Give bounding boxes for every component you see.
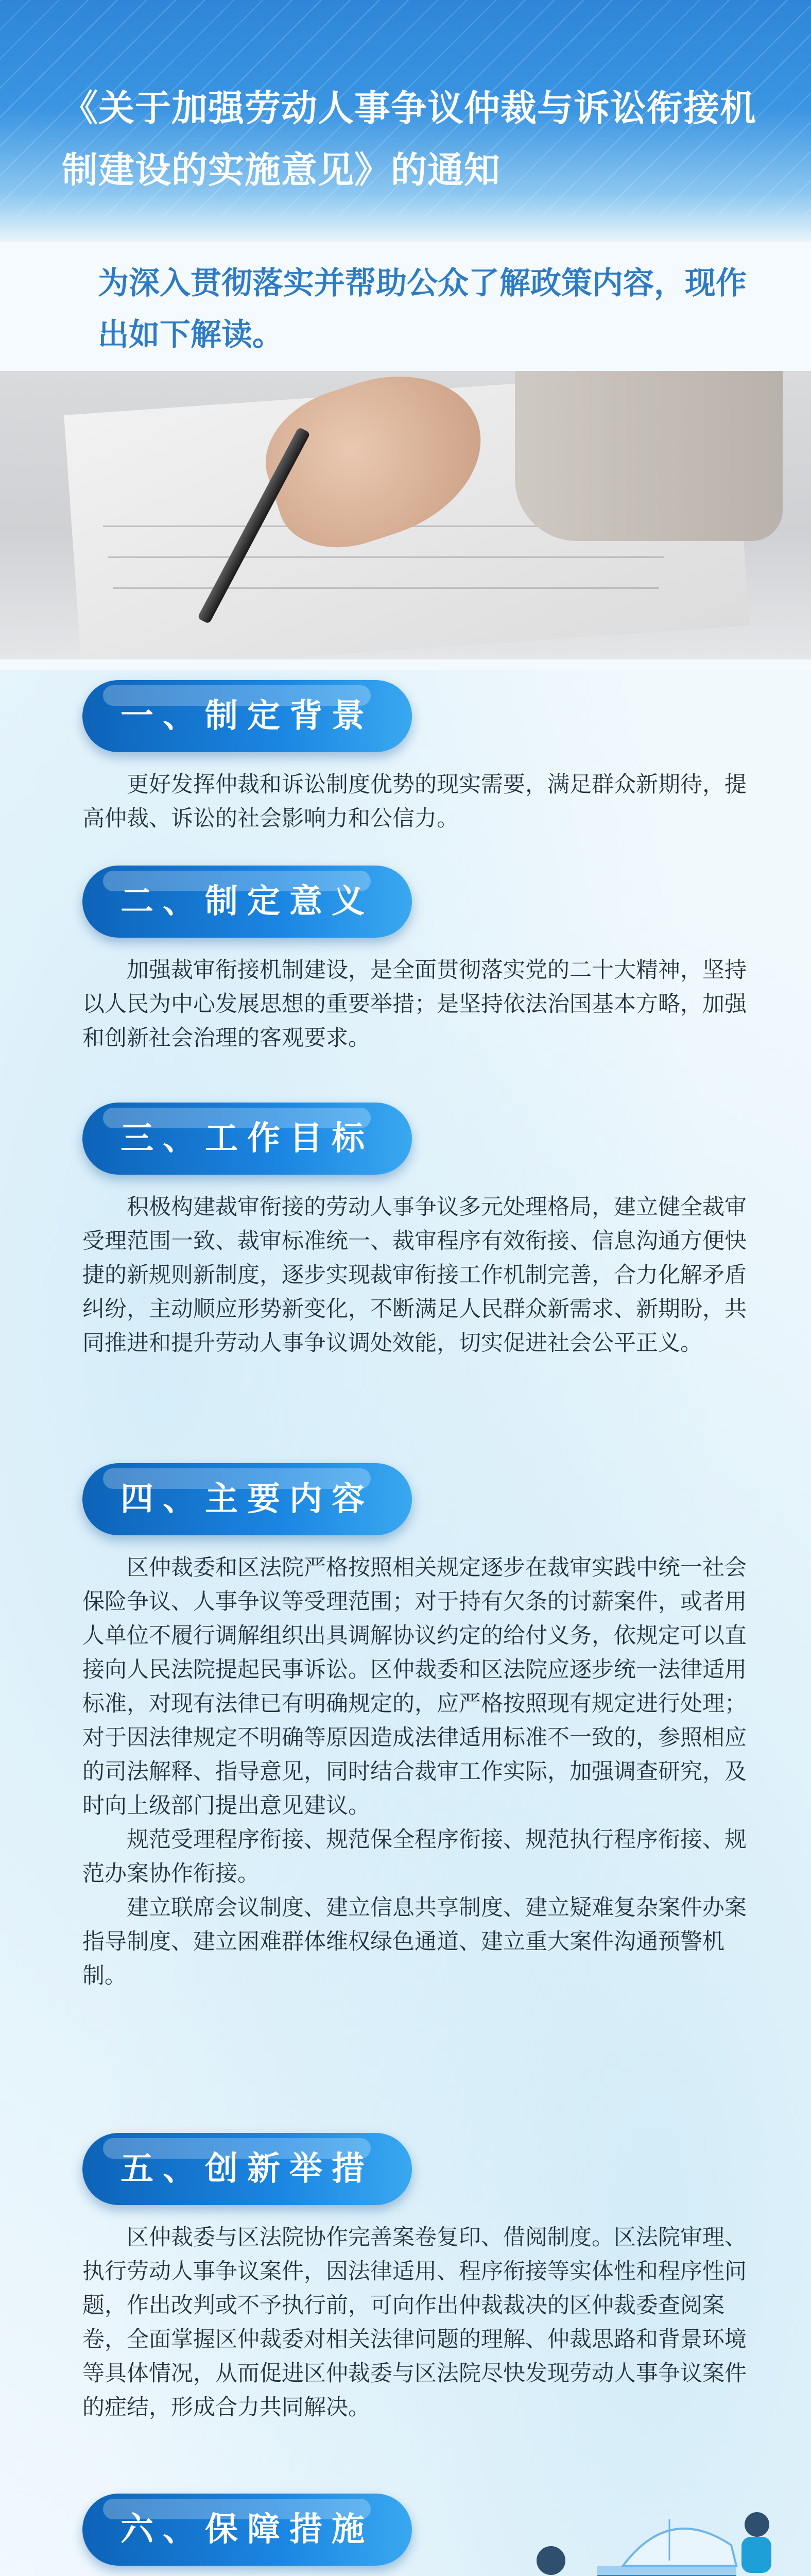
intro-text: 为深入贯彻落实并帮助公众了解政策内容，现作出如下解读。 — [98, 265, 747, 353]
section-heading-background — [82, 680, 412, 752]
section-body — [82, 1551, 757, 1993]
page-title: 《关于加强劳动人事争议仲裁与诉讼衔接机制建设的实施意见》的通知 — [62, 87, 756, 191]
paragraph: 区仲裁委和区法院严格按照相关规定逐步在裁审实践中统一社会保险争议、人事争议等受理范围；对于持有欠条的讨薪案件，或者用人单位不履行调解组织出具调解协议约定的给付义务，依规定可以直接向人民法院提起民事诉讼。区仲裁委和区法院应逐步统一法律适用标准，对现有法律已有明确规定的，应严格按照现有规定进行处理；对于因法律规定不明确等原因造成法律适用标准不一致的，参照相应的司法解释、指导意见，同时结合裁审工作实际，加强调查研究，及时向上级部门提出意见建议。 — [82, 1555, 747, 1819]
sleeve-image — [515, 371, 783, 541]
section-heading-background — [82, 866, 412, 938]
section-heading-background — [82, 1463, 412, 1535]
paragraph: 区仲裁委与区法院协作完善案卷复印、借阅制度。区法院审理、执行劳动人事争议案件，因法律适用、程序衔接等实体性和程序性问题，作出改判或不予执行前，可向作出仲裁裁决的区仲裁委查阅案卷，全面掌握区仲裁委对相关法律问题的理解、仲裁思路和背景环境等具体情况，从而促进区仲裁委与区法院尽快发现劳动人事争议案件的症结，形成合力共同解决。 — [82, 2225, 747, 2420]
section-heading-background — [82, 2133, 412, 2205]
books-reading-illustration — [515, 2483, 783, 2576]
paragraph: 积极构建裁审衔接的劳动人事争议多元处理格局，建立健全裁审受理范围一致、裁审标准统一、裁审程序有效衔接、信息沟通方便快捷的新规则新制度，逐步实现裁审衔接工作机制完善，合力化解矛盾纠纷，主动顺应形势新变化，不断满足人民群众新需求、新期盼，共同推进和提升劳动人事争议调处效能，切实促进社会公平正义。 — [82, 1194, 747, 1356]
section-heading: 六、保障措施 — [120, 2511, 374, 2549]
writing-photo — [0, 371, 811, 659]
section-heading: 三、工作目标 — [120, 1120, 374, 1158]
paper-line — [113, 587, 659, 589]
section-heading: 一、制定背景 — [120, 697, 374, 735]
section-heading: 二、制定意义 — [120, 883, 374, 921]
section-body — [82, 1190, 757, 1360]
section-body — [82, 2221, 757, 2425]
paragraph: 规范受理程序衔接、规范保全程序衔接、规范执行程序衔接、规范办案协作衔接。 — [82, 1827, 747, 1887]
section-heading-background — [82, 2494, 412, 2566]
paragraph: 加强裁审衔接机制建设，是全面贯彻落实党的二十大精神，坚持以人民为中心发展思想的重要举措；是坚持依法治国基本方略，加强和创新社会治理的客观要求。 — [82, 957, 747, 1051]
section-heading: 四、主要内容 — [120, 1480, 374, 1518]
section-body — [82, 953, 757, 1055]
section-body — [82, 768, 757, 836]
paragraph: 更好发挥仲裁和诉讼制度优势的现实需要，满足群众新期待，提高仲裁、诉讼的社会影响力和公信力。 — [82, 772, 747, 832]
section-heading-background — [82, 1103, 412, 1175]
paper-line — [108, 556, 664, 558]
paragraph: 建立联席会议制度、建立信息共享制度、建立疑难复杂案件办案指导制度、建立困难群体维权绿色通道、建立重大案件沟通预警机制。 — [82, 1895, 747, 1989]
section-heading: 五、创新举措 — [120, 2150, 374, 2188]
header-banner — [0, 0, 811, 242]
